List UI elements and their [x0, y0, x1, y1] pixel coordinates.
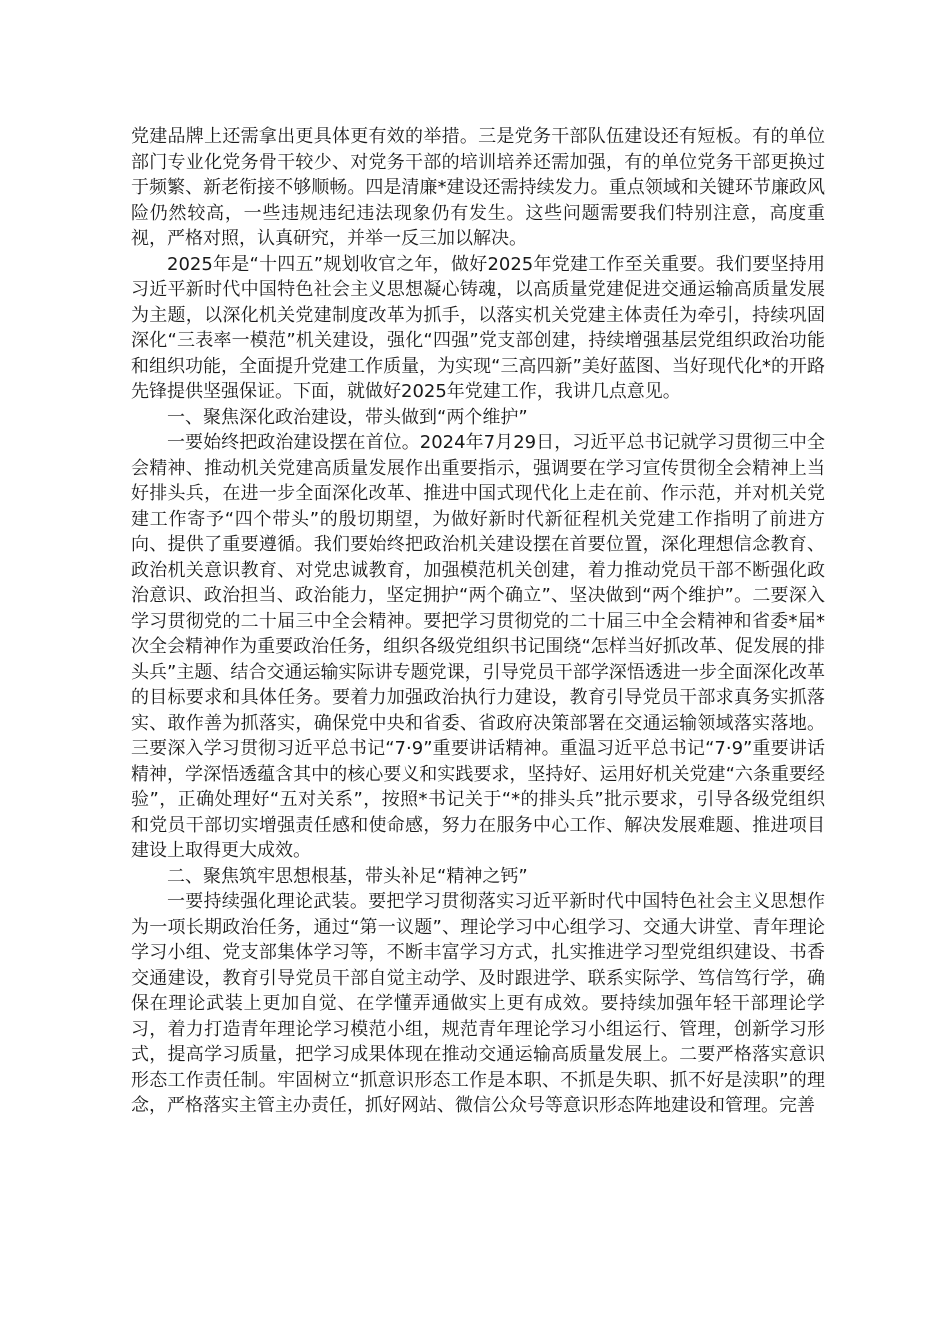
section-heading: 二、聚焦筑牢思想根基，带头补足“精神之钙” [167, 865, 528, 887]
body-paragraph: 一要始终把政治建设摆在首位。2024年7月29日，习近平总书记就学习贯彻三中全会精神、推动机关党建高质量发展作出重要指示，强调要在学习宣传贯彻全会精神上当好排头兵，在进一步全面深化改革、推进中国式现代化上走在前、作示范，并对机关党建工作寄予“四个带头”的殷切期望，为做好新时代新征程机关党建工作指明了前进方向、提供了重要遵循。我们要始终把政治机关建设摆在首要位置，深化理想信念教育、政治机关意识教育、对党忠诚教育，加强模范机关创建，着力推动党员干部不断强化政治意识、政治担当、政治能力，坚定拥护“两个确立”、坚决做到“两个维护”。二要深入学习贯彻党的二十届三中全会精神。要把学习贯彻党的二十届三中全会精神和省委*届*次全会精神作为重要政治任务，组织各级党组织书记围绕“怎样当好抓改革、促发展的排头兵”主题、结合交通运输实际讲专题党课，引导党员干部学深悟透进一步全面深化改革的目标要求和具体任务。要着力加强政治执行力建设，教育引导党员干部求真务实抓落实、敢作善为抓落实，确保党中央和省委、省政府决策部署在交通运输领域落实落地。三要深入学习贯彻习近平总书记“7·9”重要讲话精神。重温习近平总书记“7·9”重要讲话精神，学深悟透蕴含其中的核心要义和实践要求，坚持好、运用好机关党建“六条重要经验”，正确处理好“五对关系”，按照*书记关于“*的排头兵”批示要求，引导各级党组织和党员干部切实增强责任感和使命感，努力在服务中心工作、解决发展难题、推进项目建设上取得更大成效。 [131, 432, 825, 861]
section-heading: 一、聚焦深化政治建设，带头做到“两个维护” [167, 406, 528, 428]
body-paragraph: 一要持续强化理论武装。要把学习贯彻落实习近平新时代中国特色社会主义思想作为一项长期政治任务，通过“第一议题”、理论学习中心组学习、交通大讲堂、青年理论学习小组、党支部集体学习等，不断丰富学习方式，扎实推进学习型党组织建设、书香交通建设，教育引导党员干部自觉主动学、及时跟进学、联系实际学、笃信笃行学，确保在理论武装上更加自觉、在学懂弄通做实上更有成效。要持续加强年轻干部理论学习，着力打造青年理论学习模范小组，规范青年理论学习小组运行、管理，创新学习形式，提高学习质量，把学习成果体现在推动交通运输高质量发展上。二要严格落实意识形态工作责任制。牢固树立“抓意识形态工作是本职、不抓是失职、抓不好是渎职”的理念，严格落实主管主办责任，抓好网站、微信公众号等意识形态阵地建设和管理。完善 [131, 891, 825, 1116]
document-page [131, 124, 825, 1119]
body-paragraph: 2025年是“十四五”规划收官之年，做好2025年党建工作至关重要。我们要坚持用习近平新时代中国特色社会主义思想凝心铸魂，以高质量党建促进交通运输高质量发展为主题，以深化机关党建制度改革为抓手，以落实机关党建主体责任为牵引，持续巩固深化“三表率一模范”机关建设，强化“四强”党支部创建，持续增强基层党组织政治功能和组织功能，全面提升党建工作质量，为实现“三高四新”美好蓝图、当好现代化*的开路先锋提供坚强保证。下面，就做好2025年党建工作，我讲几点意见。 [131, 253, 825, 402]
body-paragraph: 党建品牌上还需拿出更具体更有效的举措。三是党务干部队伍建设还有短板。有的单位部门专业化党务骨干较少、对党务干部的培训培养还需加强，有的单位党务干部更换过于频繁、新老衔接不够顺畅。四是清廉*建设还需持续发力。重点领域和关键环节廉政风险仍然较高，一些违规违纪违法现象仍有发生。这些问题需要我们特别注意，高度重视，严格对照，认真研究，并举一反三加以解决。 [131, 126, 825, 249]
